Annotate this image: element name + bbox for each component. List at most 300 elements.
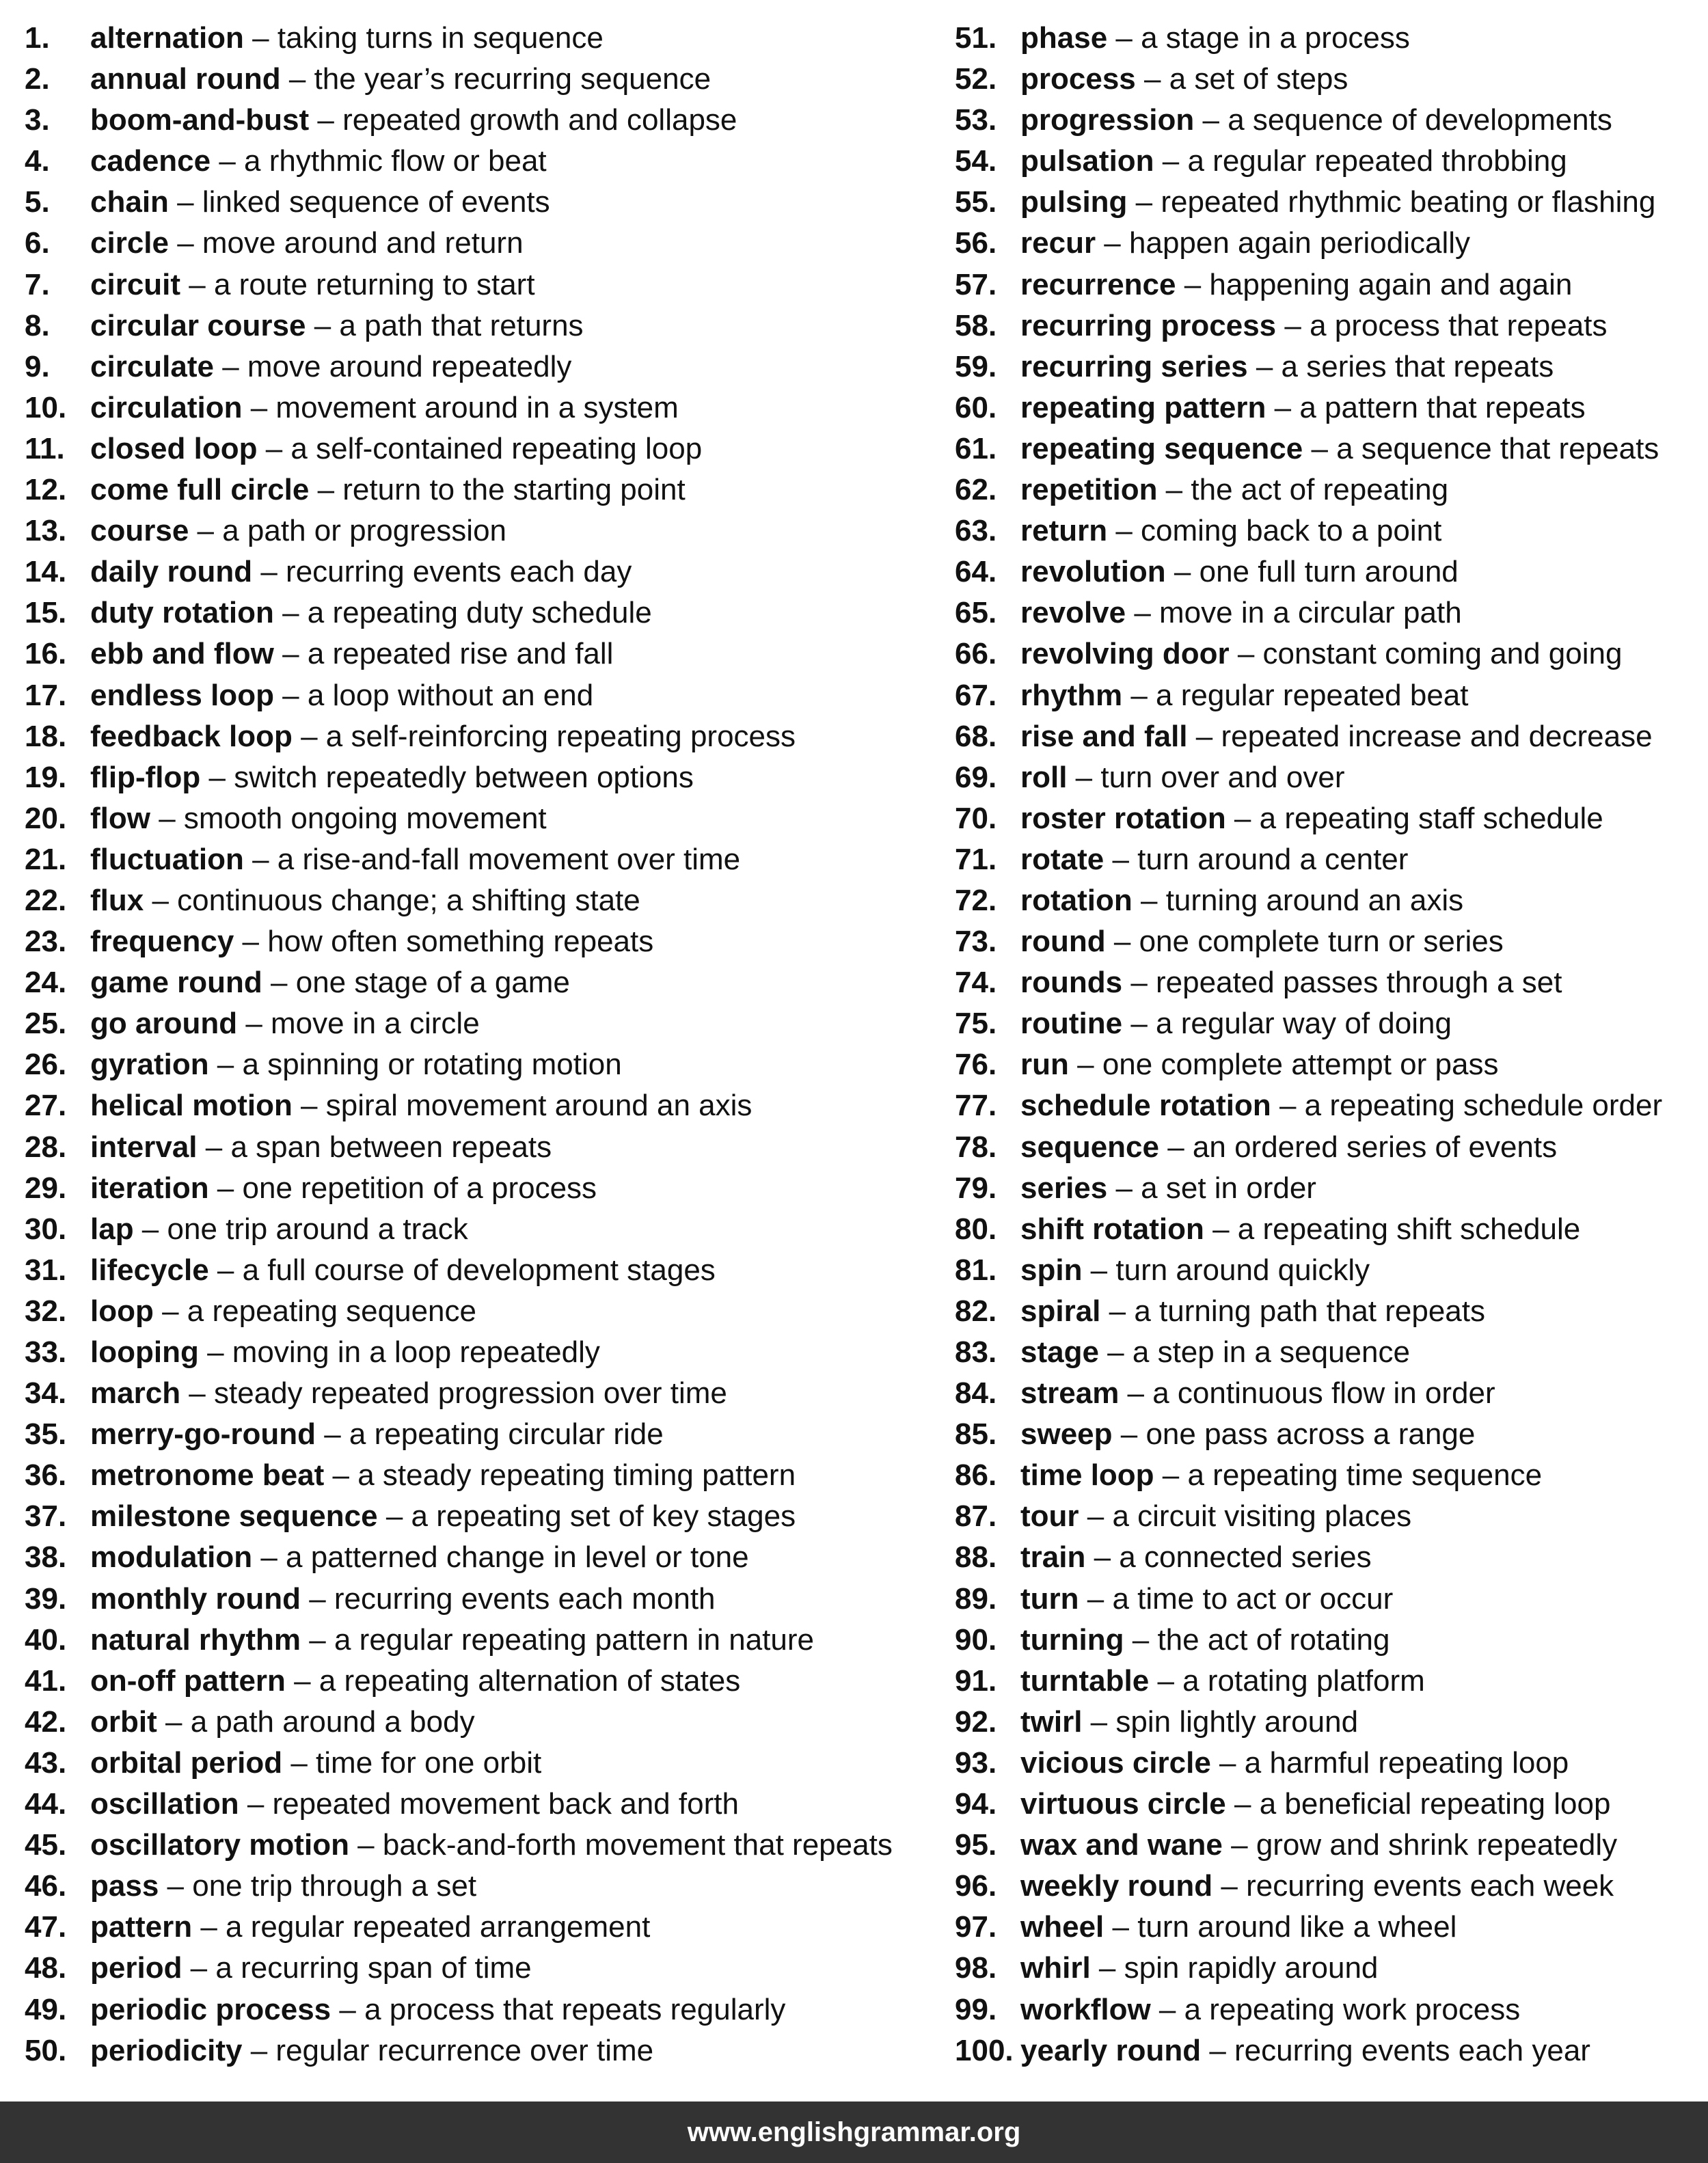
list-item <box>25 1085 927 1126</box>
item-definition: linked sequence of events <box>202 185 550 219</box>
list-item <box>25 1743 927 1784</box>
item-definition: a steady repeating timing pattern <box>357 1458 796 1493</box>
item-separator: – <box>1082 1704 1116 1739</box>
item-separator: – <box>1127 185 1161 219</box>
item-number: 17. <box>25 678 67 712</box>
item-number: 1. <box>25 21 50 55</box>
item-number: 48. <box>25 1951 67 1985</box>
right-column <box>955 18 1693 2071</box>
list-item <box>25 264 927 305</box>
item-definition: a time to act or occur <box>1112 1581 1394 1616</box>
item-word: vicious circle <box>1020 1745 1211 1780</box>
item-word: turning <box>1020 1622 1124 1657</box>
list-item <box>955 1866 1693 1907</box>
item-definition: a repeating work process <box>1184 1992 1521 2026</box>
item-separator: – <box>1225 801 1260 835</box>
item-number: 32. <box>25 1294 67 1328</box>
list-item <box>25 1579 927 1620</box>
item-number: 36. <box>25 1458 67 1493</box>
item-separator: – <box>208 1048 243 1082</box>
item-word: orbital period <box>90 1745 283 1780</box>
item-definition: a patterned change in level or tone <box>286 1540 749 1575</box>
item-word: flip-flop <box>90 760 201 794</box>
item-separator: – <box>1187 719 1221 753</box>
item-word: endless loop <box>90 678 274 712</box>
list-item <box>25 1003 927 1044</box>
item-word: phase <box>1020 21 1108 55</box>
list-item <box>955 387 1693 428</box>
item-definition: a regular repeating pattern in nature <box>334 1622 814 1657</box>
list-item <box>25 223 927 264</box>
item-definition: one complete turn or series <box>1139 925 1504 959</box>
list-item <box>25 593 927 634</box>
list-item <box>955 1332 1693 1373</box>
item-word: march <box>90 1376 181 1411</box>
item-separator: – <box>144 883 178 917</box>
item-separator: – <box>1201 2033 1235 2067</box>
item-separator: – <box>1067 760 1101 794</box>
item-number: 2. <box>25 62 50 96</box>
item-word: alternation <box>90 21 244 55</box>
list-item <box>25 1620 927 1661</box>
item-separator: – <box>1124 1622 1158 1657</box>
item-separator: – <box>180 1376 214 1411</box>
item-number: 63. <box>955 514 997 548</box>
item-definition: one complete attempt or pass <box>1102 1048 1499 1082</box>
item-number: 41. <box>25 1663 67 1698</box>
item-number: 51. <box>955 21 997 55</box>
item-separator: – <box>1212 1869 1247 1903</box>
list-item <box>955 1209 1693 1250</box>
item-word: helical motion <box>90 1089 293 1123</box>
list-item <box>25 1537 927 1578</box>
item-definition: repeated movement back and forth <box>272 1787 739 1821</box>
item-separator: – <box>242 2033 276 2067</box>
item-number: 30. <box>25 1212 67 1246</box>
item-definition: a connected series <box>1119 1540 1372 1575</box>
item-word: repetition <box>1020 473 1158 507</box>
item-separator: – <box>1276 308 1310 342</box>
item-number: 52. <box>955 62 997 96</box>
list-item <box>955 182 1693 223</box>
item-number: 47. <box>25 1910 67 1944</box>
item-number: 80. <box>955 1212 997 1246</box>
item-separator: – <box>1104 1910 1138 1944</box>
item-word: go around <box>90 1007 238 1041</box>
item-definition: a process that repeats regularly <box>364 1992 786 2026</box>
item-number: 35. <box>25 1417 67 1452</box>
item-word: whirl <box>1020 1951 1091 1985</box>
item-definition: a sequence of developments <box>1228 103 1612 137</box>
item-word: loop <box>90 1294 154 1328</box>
item-separator: – <box>1090 1951 1124 1985</box>
list-item <box>955 511 1693 552</box>
list-item <box>955 305 1693 346</box>
item-separator: – <box>1119 1376 1153 1411</box>
item-number: 22. <box>25 883 67 917</box>
item-definition: a series that repeats <box>1281 349 1554 383</box>
item-definition: a harmful repeating loop <box>1244 1745 1569 1780</box>
item-separator: – <box>192 1910 226 1944</box>
item-word: circuit <box>90 267 181 301</box>
item-word: interval <box>90 1130 198 1164</box>
item-definition: a sequence that repeats <box>1336 431 1659 465</box>
item-separator: – <box>213 349 247 383</box>
item-separator: – <box>1105 925 1139 959</box>
list-item <box>955 2030 1693 2071</box>
list-item <box>25 798 927 839</box>
list-item <box>955 1127 1693 1168</box>
item-number: 73. <box>955 925 997 959</box>
list-item <box>955 634 1693 675</box>
item-word: annual round <box>90 62 281 96</box>
item-definition: a repeated rise and fall <box>307 637 614 671</box>
item-definition: move in a circular path <box>1159 596 1462 630</box>
list-item <box>955 798 1693 839</box>
item-word: twirl <box>1020 1704 1083 1739</box>
list-item <box>25 1291 927 1332</box>
item-separator: – <box>168 185 202 219</box>
item-number: 90. <box>955 1622 997 1657</box>
item-number: 27. <box>25 1089 67 1123</box>
item-definition: turning around an axis <box>1165 883 1464 917</box>
item-word: flux <box>90 883 144 917</box>
item-number: 24. <box>25 966 67 1000</box>
item-number: 38. <box>25 1540 67 1575</box>
item-word: repeating pattern <box>1020 390 1266 424</box>
footer-url[interactable]: www.englishgrammar.org <box>687 2117 1021 2147</box>
list-item <box>25 1496 927 1537</box>
item-separator: – <box>1104 842 1138 876</box>
item-number: 5. <box>25 185 50 219</box>
item-number: 79. <box>955 1171 997 1205</box>
item-number: 46. <box>25 1869 67 1903</box>
item-number: 77. <box>955 1089 997 1123</box>
item-word: workflow <box>1020 1992 1151 2026</box>
item-number: 91. <box>955 1663 997 1698</box>
item-definition: constant coming and going <box>1262 637 1623 671</box>
item-number: 94. <box>955 1787 997 1821</box>
item-separator: – <box>1210 1745 1245 1780</box>
item-separator: – <box>1266 390 1300 424</box>
item-number: 60. <box>955 390 997 424</box>
list-item <box>25 1168 927 1209</box>
item-separator: – <box>1149 1663 1183 1698</box>
item-definition: a set in order <box>1141 1171 1316 1205</box>
item-definition: coming back to a point <box>1141 514 1442 548</box>
item-separator: – <box>1096 226 1129 260</box>
item-word: series <box>1020 1171 1108 1205</box>
item-number: 43. <box>25 1745 67 1780</box>
item-word: boom-and-bust <box>90 103 310 137</box>
item-word: feedback loop <box>90 719 293 753</box>
item-number: 33. <box>25 1335 67 1369</box>
item-number: 10. <box>25 390 67 424</box>
item-word: roll <box>1020 760 1068 794</box>
item-definition: a span between repeats <box>230 1130 552 1164</box>
list-item <box>25 18 927 59</box>
list-item <box>955 346 1693 387</box>
item-number: 16. <box>25 637 67 671</box>
item-definition: a loop without an end <box>307 678 594 712</box>
item-definition: the act of repeating <box>1191 473 1449 507</box>
list-item <box>955 1579 1693 1620</box>
item-word: yearly round <box>1020 2033 1202 2067</box>
list-item <box>955 470 1693 511</box>
item-number: 57. <box>955 267 997 301</box>
item-separator: – <box>208 1253 243 1287</box>
item-word: modulation <box>90 1540 253 1575</box>
item-word: fluctuation <box>90 842 244 876</box>
item-definition: how often something repeats <box>267 925 654 959</box>
item-number: 20. <box>25 801 67 835</box>
item-word: recurring process <box>1020 308 1277 342</box>
list-item <box>25 182 927 223</box>
item-number: 56. <box>955 226 997 260</box>
item-number: 44. <box>25 1787 67 1821</box>
item-number: 26. <box>25 1048 67 1082</box>
item-definition: a rotating platform <box>1182 1663 1425 1698</box>
item-separator: – <box>324 1458 358 1493</box>
list-item <box>955 141 1693 182</box>
list-item <box>25 552 927 593</box>
list-item <box>25 1702 927 1743</box>
item-word: tour <box>1020 1499 1079 1534</box>
item-word: oscillatory motion <box>90 1828 349 1862</box>
item-word: turn <box>1020 1581 1079 1616</box>
item-definition: a repeating sequence <box>187 1294 477 1328</box>
list-item <box>955 1907 1693 1948</box>
list-item <box>25 962 927 1003</box>
item-number: 78. <box>955 1130 997 1164</box>
item-definition: move in a circle <box>271 1007 480 1041</box>
item-word: time loop <box>1020 1458 1154 1493</box>
item-word: process <box>1020 62 1136 96</box>
item-separator: – <box>309 473 343 507</box>
item-separator: – <box>309 103 343 137</box>
item-separator: – <box>252 1540 286 1575</box>
item-definition: a self-contained repeating loop <box>290 431 703 465</box>
item-word: rotate <box>1020 842 1104 876</box>
item-definition: continuous change; a shifting state <box>177 883 640 917</box>
list-item <box>955 880 1693 921</box>
item-number: 93. <box>955 1745 997 1780</box>
item-separator: – <box>239 1787 273 1821</box>
item-separator: – <box>150 801 184 835</box>
item-separator: – <box>1204 1212 1238 1246</box>
list-item <box>955 716 1693 757</box>
item-definition: a path that returns <box>339 308 584 342</box>
list-item <box>25 757 927 798</box>
item-number: 87. <box>955 1499 997 1534</box>
item-separator: – <box>301 1622 334 1657</box>
item-separator: – <box>1176 267 1210 301</box>
item-separator: – <box>234 925 268 959</box>
item-separator: – <box>273 637 308 671</box>
item-separator: – <box>1079 1581 1113 1616</box>
item-number: 59. <box>955 349 997 383</box>
list-item <box>955 1743 1693 1784</box>
item-separator: – <box>1068 1048 1102 1082</box>
item-word: closed loop <box>90 431 258 465</box>
item-definition: an ordered series of events <box>1192 1130 1558 1164</box>
item-number: 100. <box>955 2033 1014 2067</box>
list-item <box>25 921 927 962</box>
item-definition: grow and shrink repeatedly <box>1256 1828 1618 1862</box>
list-item <box>955 1537 1693 1578</box>
item-definition: a full course of development stages <box>242 1253 716 1287</box>
item-word: round <box>1020 925 1106 959</box>
item-separator: – <box>1122 966 1156 1000</box>
item-number: 58. <box>955 308 997 342</box>
item-definition: a stage in a process <box>1141 21 1410 55</box>
list-item <box>955 264 1693 305</box>
item-number: 62. <box>955 473 997 507</box>
item-number: 45. <box>25 1828 67 1862</box>
item-word: gyration <box>90 1048 209 1082</box>
item-separator: – <box>237 1007 271 1041</box>
item-definition: move around repeatedly <box>247 349 572 383</box>
item-word: roster rotation <box>1020 801 1226 835</box>
item-definition: a repeating set of key stages <box>411 1499 796 1534</box>
item-definition: a repeating alternation of states <box>318 1663 741 1698</box>
item-separator: – <box>1107 21 1141 55</box>
item-number: 88. <box>955 1540 997 1575</box>
item-number: 4. <box>25 144 50 178</box>
item-separator: – <box>200 760 234 794</box>
item-separator: – <box>316 1417 349 1452</box>
item-definition: turn around a center <box>1137 842 1409 876</box>
item-separator: – <box>182 1951 216 1985</box>
list-item <box>955 1455 1693 1496</box>
item-number: 28. <box>25 1130 67 1164</box>
list-item <box>25 1866 927 1907</box>
item-word: recurring series <box>1020 349 1248 383</box>
item-word: pulsation <box>1020 144 1154 178</box>
item-separator: – <box>1098 1335 1133 1369</box>
item-word: metronome beat <box>90 1458 325 1493</box>
list-item <box>25 511 927 552</box>
list-item <box>25 387 927 428</box>
item-definition: a self-reinforcing repeating process <box>325 719 796 753</box>
list-item <box>25 1044 927 1085</box>
item-separator: – <box>262 966 296 1000</box>
item-word: course <box>90 514 189 548</box>
item-definition: repeated increase and decrease <box>1221 719 1653 753</box>
item-word: sweep <box>1020 1417 1113 1452</box>
item-definition: recurring events each year <box>1234 2033 1590 2067</box>
list-item <box>25 1414 927 1455</box>
item-separator: – <box>197 1130 231 1164</box>
item-definition: regular recurrence over time <box>275 2033 654 2067</box>
item-word: come full circle <box>90 473 310 507</box>
list-item <box>955 59 1693 100</box>
item-word: circulate <box>90 349 214 383</box>
item-word: stream <box>1020 1376 1120 1411</box>
item-definition: happen again periodically <box>1129 226 1471 260</box>
item-definition: back-and-forth movement that repeats <box>382 1828 893 1862</box>
item-separator: – <box>242 390 276 424</box>
item-separator: – <box>153 1294 187 1328</box>
item-separator: – <box>1107 514 1141 548</box>
item-separator: – <box>1150 1992 1184 2026</box>
item-separator: – <box>1112 1417 1146 1452</box>
list-item <box>25 428 927 470</box>
item-number: 39. <box>25 1581 67 1616</box>
item-separator: – <box>208 1171 243 1205</box>
list-item <box>25 305 927 346</box>
item-word: sequence <box>1020 1130 1159 1164</box>
item-definition: smooth ongoing movement <box>183 801 547 835</box>
item-word: pulsing <box>1020 185 1128 219</box>
item-word: stage <box>1020 1335 1099 1369</box>
item-number: 50. <box>25 2033 67 2067</box>
item-number: 76. <box>955 1048 997 1082</box>
item-number: 64. <box>955 555 997 589</box>
item-definition: a process that repeats <box>1310 308 1608 342</box>
item-number: 96. <box>955 1869 997 1903</box>
list-item <box>955 1168 1693 1209</box>
item-definition: one repetition of a process <box>242 1171 597 1205</box>
item-number: 89. <box>955 1581 997 1616</box>
item-number: 54. <box>955 144 997 178</box>
item-word: shift rotation <box>1020 1212 1204 1246</box>
item-word: revolving door <box>1020 637 1230 671</box>
item-word: return <box>1020 514 1108 548</box>
item-number: 42. <box>25 1704 67 1739</box>
item-number: 83. <box>955 1335 997 1369</box>
item-number: 14. <box>25 555 67 589</box>
item-separator: – <box>243 842 277 876</box>
item-separator: – <box>252 555 286 589</box>
item-separator: – <box>159 1869 193 1903</box>
item-number: 61. <box>955 431 997 465</box>
item-separator: – <box>1225 1787 1260 1821</box>
list-item <box>955 675 1693 716</box>
item-separator: – <box>189 514 223 548</box>
item-number: 49. <box>25 1992 67 2026</box>
list-item <box>955 839 1693 880</box>
item-definition: a repeating shift schedule <box>1237 1212 1581 1246</box>
item-definition: time for one orbit <box>316 1745 542 1780</box>
list-item <box>955 1989 1693 2030</box>
item-word: circular course <box>90 308 306 342</box>
item-word: iteration <box>90 1171 209 1205</box>
item-word: oscillation <box>90 1787 239 1821</box>
item-word: lifecycle <box>90 1253 209 1287</box>
list-item <box>25 675 927 716</box>
item-definition: a path or progression <box>222 514 507 548</box>
item-number: 67. <box>955 678 997 712</box>
item-separator: – <box>1165 555 1199 589</box>
item-number: 55. <box>955 185 997 219</box>
item-definition: turn over and over <box>1100 760 1345 794</box>
item-number: 95. <box>955 1828 997 1862</box>
list-item <box>955 552 1693 593</box>
list-item <box>25 346 927 387</box>
list-item <box>955 1620 1693 1661</box>
item-word: rotation <box>1020 883 1133 917</box>
item-number: 82. <box>955 1294 997 1328</box>
list-item <box>25 59 927 100</box>
item-definition: a repeating staff schedule <box>1259 801 1603 835</box>
item-definition: a repeating circular ride <box>349 1417 664 1452</box>
list-item <box>25 1373 927 1414</box>
item-definition: a spinning or rotating motion <box>242 1048 622 1082</box>
item-definition: return to the starting point <box>342 473 686 507</box>
item-separator: – <box>273 678 308 712</box>
item-definition: repeated passes through a set <box>1156 966 1562 1000</box>
